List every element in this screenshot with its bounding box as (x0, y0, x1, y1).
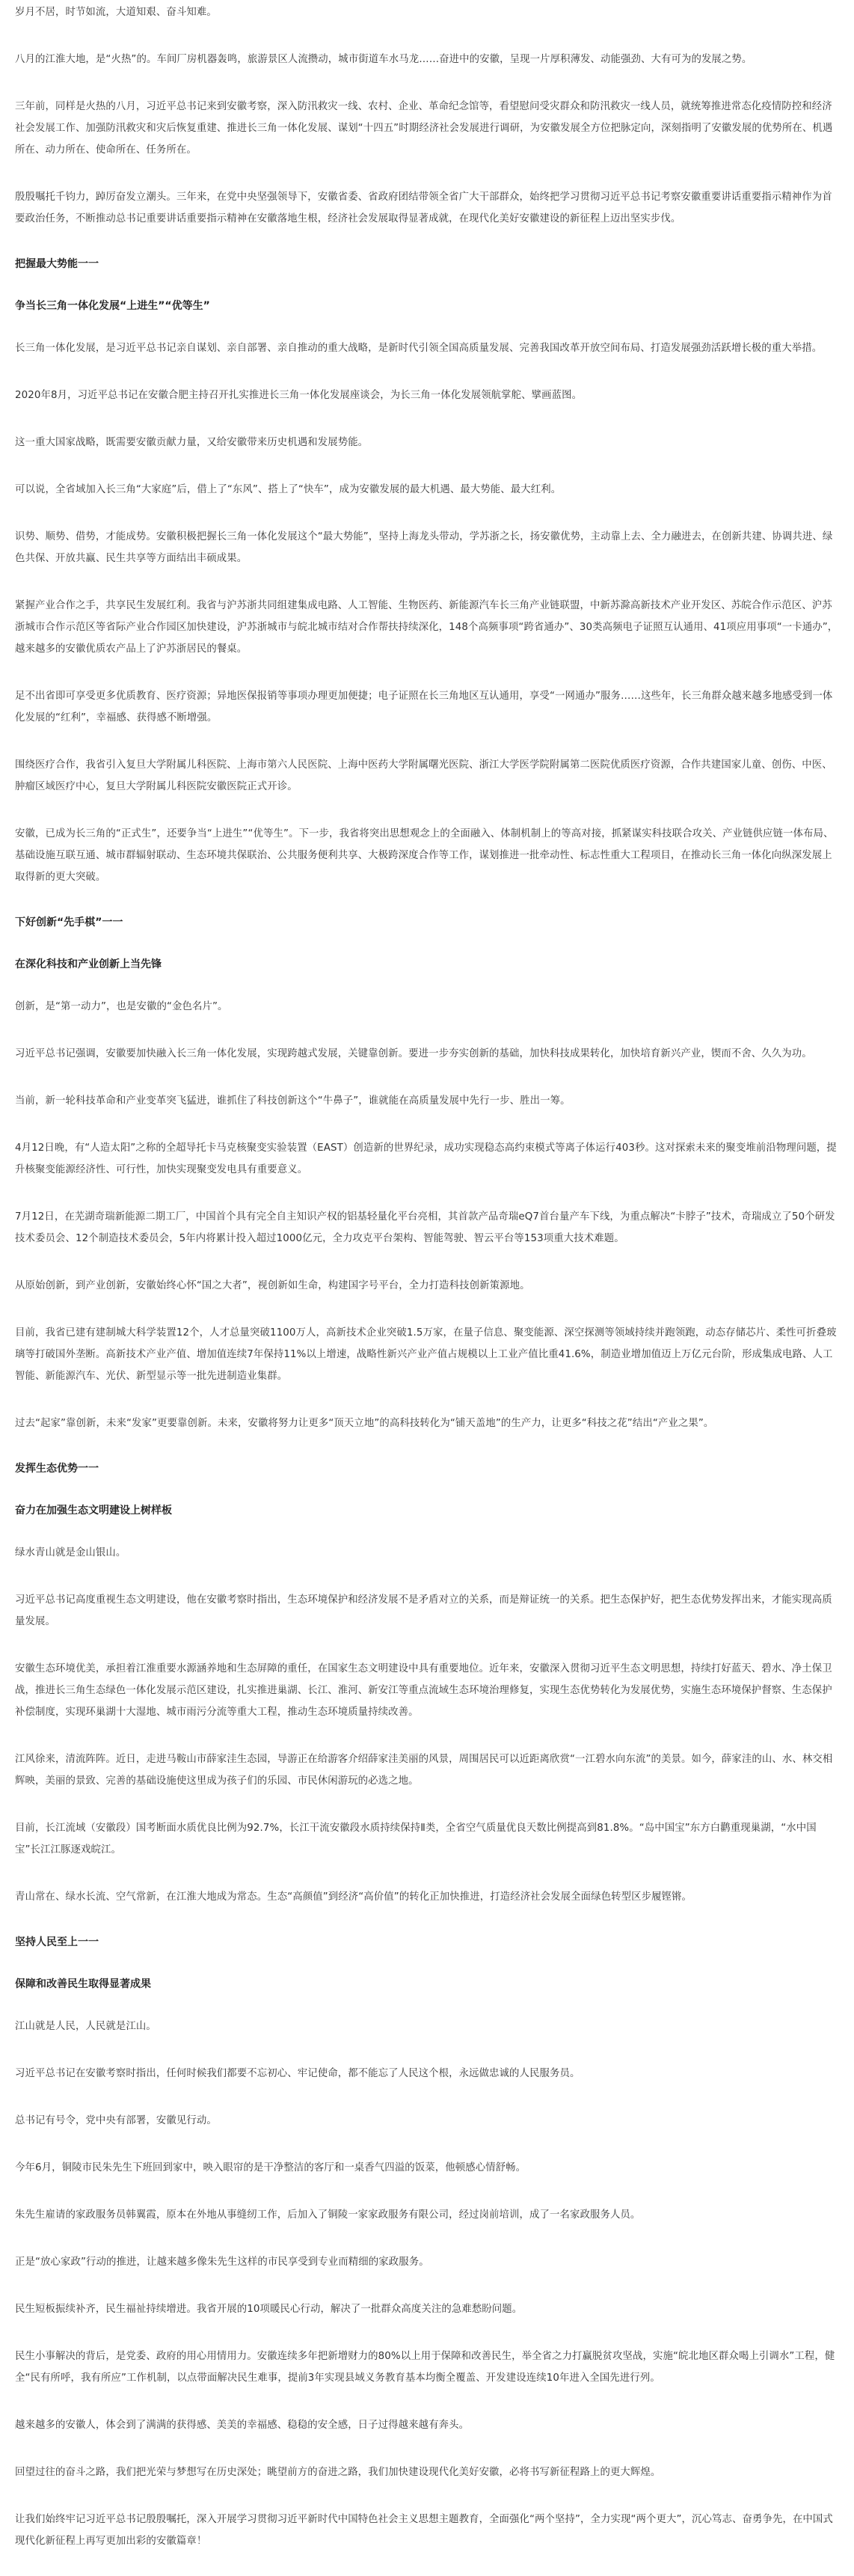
section-subheading: 奋力在加强生态文明建设上树样板 (15, 1505, 172, 1517)
body-paragraph: 安徽生态环境优美，承担着江淮重要水源涵养地和生态屏障的重任，在国家生态文明建设中具有重要地位。近年来，安徽深入贯彻习近平生态文明思想，持续打好蓝天、碧水、净土保卫战，推进长三角生态绿色一体化发展示范区建设，扎实推进巢湖、长江、淮河、新安江等重点流域生态环境治理修复，实现生态优势转化为发展优势，实施生态环境保护督察、生态保护补偿制度，实现环巢湖十大湿地、城市雨污分流等重大工程，推动生态环境质量持续改善。 (15, 1663, 832, 1718)
body-paragraph: 青山常在、绿水长流、空气常新，在江淮大地成为常态。生态“高颜值”到经济“高价值”的转化正加快推进，打造经济社会发展全面绿色转型区步履铿锵。 (15, 1891, 692, 1903)
body-paragraph: 安徽，已成为长三角的“正式生”，还要争当“上进生”“优等生”。下一步，我省将突出思想观念上的全面融入、体制机制上的等高对接，抓紧谋实科技联合攻关、产业链供应链一体布局、基础设施互联互通、城市群辐射联动、生态环境共保联治、公共服务便利共享、大极跨深度合作等工作，谋划推进一批牵动性、标志性重大工程项目，在推动长三角一体化向纵深发展上取得新的更大突破。 (15, 828, 834, 883)
body-paragraph: 可以说，全省域加入长三角“大家庭”后，借上了“东风”、搭上了“快车”，成为安徽发展的最大机遇、最大势能、最大红利。 (15, 484, 562, 495)
body-paragraph: 回望过往的奋斗之路，我们把光荣与梦想写在历史深处；眺望前方的奋进之路，我们加快建设现代化美好安徽，必将书写新征程路上的更大辉煌。 (15, 2467, 661, 2478)
section-4 (15, 1933, 839, 2552)
body-paragraph: 过去“起家”靠创新，未来“发家”更要靠创新。未来，安徽将努力让更多“顶天立地”的高科技转化为“铺天盖地”的生产力，让更多“科技之花”结出“产业之果”。 (15, 1418, 714, 1429)
body-paragraph: 目前，长江流域（安徽段）国考断面水质优良比例为92.7%，长江干流安徽段水质持续保持Ⅱ类，全省空气质量优良天数比例提高到81.8%。“岛中国宝”东方白鹳重现巢湖，“水中国宝”长江江豚逐戏皖江。 (15, 1823, 817, 1855)
body-paragraph: 这一重大国家战略，既需要安徽贡献力量，又给安徽带来历史机遇和发展势能。 (15, 437, 369, 448)
section-subheading: 争当长三角一体化发展“上进生”“优等生” (15, 300, 210, 312)
body-paragraph: 2020年8月，习近平总书记在安徽合肥主持召开扎实推进长三角一体化发展座谈会，为长三角一体化发展领航掌舵、擘画蓝图。 (15, 390, 583, 401)
section-subheading: 在深化科技和产业创新上当先锋 (15, 958, 162, 970)
body-paragraph: 总书记有号令，党中央有部署，安徽见行动。 (15, 2115, 217, 2126)
section-heading: 把握最大势能一一 (15, 258, 99, 270)
body-paragraph: 民生小事解决的背后，是党委、政府的用心用情用力。安徽连续多年把新增财力的80%以上用于保障和改善民生，举全省之力打赢脱贫攻坚战，实施“皖北地区群众喝上引调水”工程，健全“民有所呼，我有所应”工作机制，以点带面解决民生难事，提前3年实现县域义务教育基本均衡全覆盖、开发建设连续10年进入全国先进行列。 (15, 2351, 835, 2384)
body-paragraph: 江风徐来，清流阵阵。近日，走进马鞍山市薛家洼生态园，导游正在给游客介绍薛家洼美丽的风景，周围居民可以近距离欣赏“一江碧水向东流”的美景。如今，薛家洼的山、水、林交相辉映，美丽的景致、完善的基础设施使这里成为孩子们的乐园、市民休闲游玩的必选之地。 (15, 1754, 833, 1787)
intro-paragraph: 殷殷嘱托千钧力，踔厉奋发立潮头。三年来，在党中央坚强领导下，安徽省委、省政府团结带领全省广大干部群众，始终把学习贯彻习近平总书记考察安徽重要讲话重要指示精神作为首要政治任务，不断推动总书记重要讲话重要指示精神在安徽落地生根，经济社会发展取得显著成就，在现代化美好安徽建设的新征程上迈出坚实步伐。 (15, 192, 832, 224)
body-paragraph: 朱先生雇请的家政服务员韩翼霞，原本在外地从事缝纫工作，后加入了铜陵一家家政服务有限公司，经过岗前培训，成了一名家政服务人员。 (15, 2209, 641, 2221)
body-paragraph: 紧握产业合作之手，共享民生发展红利。我省与沪苏浙共同组建集成电路、人工智能、生物医药、新能源汽车长三角产业链联盟，中新苏滁高新技术产业开发区、苏皖合作示范区、沪苏浙城市合作示范区等省际产业合作园区加快建设，沪苏浙城市与皖北城市结对合作帮扶持续深化，148个高频事项“跨省通办”、30类高频电子证照互认通用、41项应用事项“一卡通办”，越来越多的安徽优质农产品上了沪苏浙居民的餐桌。 (15, 600, 838, 655)
body-paragraph: 创新，是“第一动力”，也是安徽的“金色名片”。 (15, 1001, 228, 1012)
section-heading: 发挥生态优势一一 (15, 1463, 99, 1475)
body-paragraph: 习近平总书记在安徽考察时指出，任何时候我们都要不忘初心、牢记使命，都不能忘了人民这个根，永远做忠诚的人民服务员。 (15, 2068, 580, 2079)
section-1 (15, 255, 839, 888)
body-paragraph: 民生短板振续补齐，民生福祉持续增进。我省开展的10项暖民心行动，解决了一批群众高度关注的急难愁盼问题。 (15, 2304, 523, 2315)
body-paragraph: 目前，我省已建有建制城大科学装置12个，人才总量突破1100万人，高新技术企业突破1.5万家，在量子信息、聚变能源、深空探测等领域持续并跑领跑，动态存储芯片、柔性可折叠玻璃等打破国外垄断。高新技术产业产值、增加值连续7年保持11%以上增速，战略性新兴产业产值占规模以上工业产值比重41.6%，制造业增加值迈上万亿元台阶，形成集成电路、人工智能、新能源汽车、光伏、新型显示等一批先进制造业集群。 (15, 1327, 837, 1382)
body-paragraph: 习近平总书记高度重视生态文明建设，他在安徽考察时指出，生态环境保护和经济发展不是矛盾对立的关系，而是辩证统一的关系。把生态保护好，把生态优势发挥出来，才能实现高质量发展。 (15, 1594, 832, 1627)
section-2 (15, 914, 839, 1434)
body-paragraph: 从原始创新，到产业创新，安徽始终心怀“国之大者”，视创新如生命，构建国字号平台，全力打造科技创新策源地。 (15, 1280, 530, 1291)
body-paragraph: 围绕医疗合作，我省引入复旦大学附属儿科医院、上海市第六人民医院、上海中医药大学附属曙光医院、浙江大学医学院附属第二医院优质医疗资源，合作共建国家儿童、创伤、中医、肿瘤区域医疗中心，复旦大学附属儿科医院安徽医院正式开诊。 (15, 759, 832, 792)
section-heading: 坚持人民至上一一 (15, 1936, 99, 1948)
body-paragraph: 7月12日，在芜湖奇瑞新能源二期工厂，中国首个具有完全自主知识产权的铝基轻量化平台亮相，其首款产品奇瑞eQ7首台量产车下线，为重点解决“卡脖子”技术，奇瑞成立了50个研发技术委员会、12个制造技术委员会，5年内将累计投入超过1000亿元，全力攻克平台架构、智能驾驶、智云平台等153项重大技术难题。 (15, 1211, 835, 1244)
body-paragraph: 绿水青山就是金山银山。 (15, 1547, 126, 1558)
body-paragraph: 越来越多的安徽人，体会到了满满的获得感、美美的幸福感、稳稳的安全感，日子过得越来越有奔头。 (15, 2420, 470, 2431)
body-paragraph: 当前，新一轮科技革命和产业变革突飞猛进，谁抓住了科技创新这个“牛鼻子”，谁就能在高质量发展中先行一步、胜出一筹。 (15, 1095, 571, 1107)
intro-paragraph: 八月的江淮大地，是“火热”的。车间厂房机器轰鸣，旅游景区人流攒动，城市街道车水马龙……奋进中的安徽，呈现一片厚积薄发、动能强劲、大有可为的发展之势。 (15, 54, 752, 65)
section-subheading: 保障和改善民生取得显著成果 (15, 1978, 151, 1990)
body-paragraph: 江山就是人民，人民就是江山。 (15, 2021, 156, 2032)
section-3 (15, 1460, 839, 1908)
body-paragraph: 习近平总书记强调，安徽要加快融入长三角一体化发展，实现跨越式发展，关键靠创新。要进一步夯实创新的基础，加快科技成果转化，加快培育新兴产业，锲而不舍、久久为功。 (15, 1048, 812, 1059)
body-paragraph: 长三角一体化发展，是习近平总书记亲自谋划、亲自部署、亲自推动的重大战略，是新时代引领全国高质量发展、完善我国改革开放空间布局、打造发展强劲活跃增长极的重大举措。 (15, 343, 823, 354)
body-paragraph: 正是“放心家政”行动的推进，让越来越多像朱先生这样的市民享受到专业而精细的家政服务。 (15, 2257, 429, 2268)
body-paragraph: 今年6月，铜陵市民朱先生下班回到家中，映入眼帘的是干净整洁的客厅和一桌香气四溢的饭菜，他顿感心情舒畅。 (15, 2162, 526, 2173)
body-paragraph: 足不出省即可享受更多优质教育、医疗资源；异地医保报销等事项办理更加便捷；电子证照在长三角地区互认通用，享受“一网通办”服务……这些年，长三角群众越来越多地感受到一体化发展的“红利”，幸福感、获得感不断增强。 (15, 691, 833, 723)
intro-paragraph: 岁月不居，时节如流，大道知艰、奋斗知难。 (15, 7, 217, 18)
body-paragraph: 4月12日晚，有“人造太阳”之称的全超导托卡马克核聚变实验装置（EAST）创造新的世界纪录，成功实现稳态高约束模式等离子体运行403秒。这对探索未来的聚变堆前沿物理问题，提升核聚变能源经济性、可行性，加快实现聚变发电具有重要意义。 (15, 1142, 837, 1175)
body-paragraph: 识势、顺势、借势，才能成势。安徽积极把握长三角一体化发展这个“最大势能”，坚持上海龙头带动，学苏浙之长，扬安徽优势，主动靠上去、全力融进去，在创新共建、协调共进、绿色共保、开放共赢、民生共享等方面结出丰硕成果。 (15, 531, 833, 564)
intro-paragraph: 三年前，同样是火热的八月，习近平总书记来到安徽考察，深入防汛救灾一线、农村、企业、革命纪念馆等，看望慰问受灾群众和防汛救灾一线人员，就统筹推进常态化疫情防控和经济社会发展工作、加强防汛救灾和灾后恢复重建、推进长三角一体化发展、谋划“十四五”时期经济社会发展进行调研，为安徽发展全方位把脉定向，深刻指明了安徽发展的优势所在、机遇所在、动力所在、使命所在、任务所在。 (15, 101, 833, 156)
section-heading: 下好创新“先手棋”一一 (15, 917, 123, 928)
body-paragraph: 让我们始终牢记习近平总书记殷殷嘱托，深入开展学习贯彻习近平新时代中国特色社会主义思想主题教育，全面强化“两个坚持”，全力实现“两个更大”，沉心笃志、奋勇争先，在中国式现代化新征程上再写更加出彩的安徽篇章！ (15, 2514, 833, 2547)
